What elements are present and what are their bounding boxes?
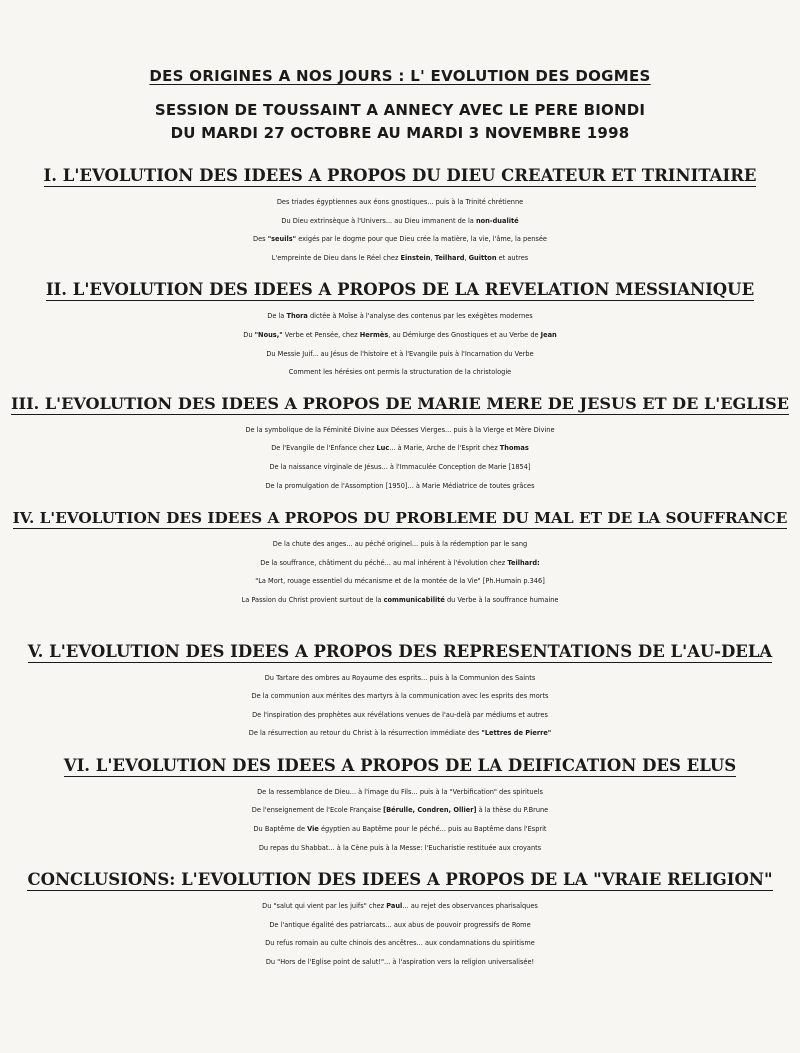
line-text: De la naissance virginale de Jésus... à l'Immaculée Conception de Marie [1854]	[269, 462, 531, 471]
section-line	[0, 953, 800, 972]
emphasis-text: Hermès	[359, 330, 389, 339]
emphasis-text: non-dualité	[475, 216, 519, 225]
section-5	[0, 642, 800, 743]
section-title: IV. L'EVOLUTION DES IDEES A PROPOS DU PROBLEME DU MAL ET DE LA SOUFFRANCE	[12, 509, 788, 528]
line-text: Du refus romain au culte chinois des ancêtres... aux condamnations du spiritisme	[265, 939, 535, 948]
line-text: De la	[267, 312, 287, 321]
section-line	[0, 363, 800, 382]
section-line	[0, 458, 800, 477]
emphasis-text: Teilhard	[434, 253, 465, 262]
section-line	[0, 345, 800, 364]
emphasis-text: Luc	[376, 444, 390, 453]
line-text: ,	[464, 253, 469, 262]
line-text: égyptien au Baptême pour le péché... puis au Baptême dans l'Esprit	[318, 825, 547, 834]
emphasis-text: Thora	[286, 312, 308, 321]
emphasis-text: Thomas	[499, 444, 529, 453]
emphasis-text: Paul	[386, 902, 403, 911]
line-text: "La Mort, rouage essentiel du mécanisme et de la montée de la Vie" [Ph.Humain p.346]	[255, 577, 545, 586]
section-1	[0, 166, 800, 267]
line-text: De la promulgation de l'Assomption [1950]... à Marie Médiatrice de toutes grâces	[265, 481, 535, 490]
line-text: exigés par le dogme pour que Dieu crée la matière, la vie, l'âme, la pensée	[296, 235, 547, 244]
emphasis-text: communicabilité	[383, 595, 445, 604]
emphasis-text: Teilhard:	[507, 558, 540, 567]
section-2	[0, 280, 800, 381]
line-text: L'empreinte de Dieu dans le Réel chez	[271, 253, 401, 262]
session-subtitle: SESSION DE TOUSSAINT A ANNECY AVEC LE PERE BIONDI	[154, 101, 646, 119]
section-line	[0, 669, 800, 688]
section-line	[0, 326, 800, 345]
line-text: Du Baptême de	[253, 825, 308, 834]
section-line	[0, 212, 800, 231]
line-text: et autres	[496, 253, 529, 262]
line-text: Des	[253, 235, 268, 244]
section-3	[0, 394, 800, 495]
emphasis-text: "Nous,"	[254, 330, 283, 339]
line-text: Du Dieu extrinsèque à l'Univers... au Dieu immanent de la	[281, 216, 476, 225]
line-text: Du Messie Juif... au Jésus de l'histoire et à l'Evangile puis à l'Incarnation du Verbe	[266, 349, 534, 358]
line-text: De l'Evangile de l'Enfance chez	[271, 444, 377, 453]
section-line	[0, 897, 800, 916]
section-4	[0, 508, 800, 609]
line-text: De l'antique égalité des patriarcats... aux abus de pouvoir progressifs de Rome	[269, 920, 531, 929]
session-dates: DU MARDI 27 OCTOBRE AU MARDI 3 NOVEMBRE 1998	[170, 124, 630, 142]
section-title: VI. L'EVOLUTION DES IDEES A PROPOS DE LA DEIFICATION DES ELUS	[63, 755, 737, 775]
emphasis-text: Guitton	[468, 253, 497, 262]
line-text: De la chute des anges... au péché originel... puis à la rédemption par le sang	[272, 540, 528, 549]
line-text: Comment les hérésies ont permis la structuration de la christologie	[288, 368, 512, 377]
emphasis-text: "seuils"	[267, 235, 297, 244]
document-header	[0, 0, 800, 142]
sections-container	[0, 166, 800, 972]
line-text: du Verbe à la souffrance humaine	[444, 595, 559, 604]
section-line	[0, 421, 800, 440]
section-line	[0, 916, 800, 935]
section-line	[0, 687, 800, 706]
section-title: V. L'EVOLUTION DES IDEES A PROPOS DES REPRESENTATIONS DE L'AU-DELA	[27, 641, 773, 661]
section-line	[0, 477, 800, 496]
line-text: à la thèse du P.Brune	[476, 806, 549, 815]
line-text: De la symbolique de la Féminité Divine aux Déesses Vierges... puis à la Vierge et Mère Divine	[245, 425, 555, 434]
section-line	[0, 307, 800, 326]
line-text: Du "Hors de l'Eglise point de salut!"... à l'aspiration vers la religion universalisée!	[265, 958, 535, 967]
section-line	[0, 439, 800, 458]
line-text: Du "salut qui vient par les juifs" chez	[262, 902, 387, 911]
section-line	[0, 591, 800, 610]
emphasis-text: Jean	[540, 330, 557, 339]
section-title: I. L'EVOLUTION DES IDEES A PROPOS DU DIEU CREATEUR ET TRINITAIRE	[43, 166, 757, 185]
section-line	[0, 535, 800, 554]
emphasis-text: [Bérulle, Condren, Ollier]	[383, 806, 477, 815]
line-text: De l'enseignement de l'Ecole Française	[251, 806, 384, 815]
line-text: dictée à Moïse à l'analyse des contenus par les exégètes modernes	[307, 312, 533, 321]
line-text: Du Tartare des ombres au Royaume des esprits... puis à la Communion des Saints	[264, 673, 536, 682]
section-7	[0, 870, 800, 971]
line-text: ,	[430, 253, 435, 262]
section-line	[0, 934, 800, 953]
section-line	[0, 230, 800, 249]
line-text: De l'inspiration des prophètes aux révélations venues de l'au-delà par médiums et autres	[252, 710, 548, 719]
line-text: Des triades égyptiennes aux éons gnostiques... puis à la Trinité chrétienne	[276, 198, 524, 206]
line-text: ... à Marie, Arche de l'Esprit chez	[389, 444, 500, 453]
document-title: DES ORIGINES A NOS JOURS : L' EVOLUTION DES DOGMES	[149, 67, 651, 85]
section-line	[0, 706, 800, 725]
section-title: III. L'EVOLUTION DES IDEES A PROPOS DE MARIE MERE DE JESUS ET DE L'EGLISE	[11, 393, 789, 413]
line-text: La Passion du Christ provient surtout de la	[241, 595, 384, 604]
section-line	[0, 839, 800, 858]
line-text: De la souffrance, châtiment du péché... au mal inhérent à l'évolution chez	[260, 558, 508, 567]
section-line	[0, 783, 800, 802]
emphasis-text: Vie	[307, 825, 319, 834]
section-line	[0, 820, 800, 839]
line-text: De la communion aux mérites des martyrs à la communication avec les esprits des morts	[251, 692, 549, 701]
line-text: Verbe et Pensée, chez	[282, 330, 360, 339]
section-title: CONCLUSIONS: L'EVOLUTION DES IDEES A PROPOS DE LA "VRAIE RELIGION"	[27, 870, 773, 890]
section-line	[0, 554, 800, 573]
line-text: , au Démiurge des Gnostiques et au Verbe de	[388, 330, 541, 339]
section-line	[0, 249, 800, 268]
line-text: Du repas du Shabbat... à la Cène puis à la Messe: l'Eucharistie restituée aux croyants	[258, 843, 542, 852]
section-line	[0, 572, 800, 591]
line-text: ... au rejet des observances pharisaïques	[402, 902, 538, 911]
line-text: De la résurrection au retour du Christ à la résurrection immédiate des	[248, 729, 482, 738]
section-title: II. L'EVOLUTION DES IDEES A PROPOS DE LA REVELATION MESSIANIQUE	[45, 280, 755, 300]
section-line	[0, 724, 800, 743]
section-6	[0, 756, 800, 857]
line-text: Du	[243, 330, 255, 339]
line-text: De la ressemblance de Dieu... à l'image du Fils... puis à la "Verbification" des spirituels	[257, 787, 543, 796]
section-line	[0, 193, 800, 212]
section-line	[0, 801, 800, 820]
emphasis-text: "Lettres de Pierre"	[481, 729, 552, 738]
emphasis-text: Einstein	[400, 253, 431, 262]
